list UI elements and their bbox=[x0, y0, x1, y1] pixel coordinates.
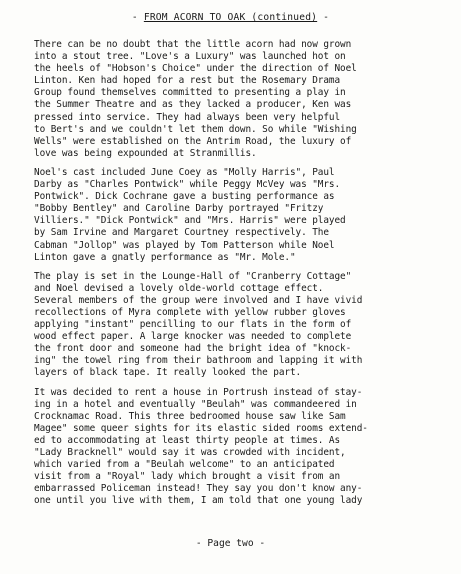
text-line: Pontwick". Dick Cochrane gave a busting performance as bbox=[34, 191, 335, 203]
text-line: There can be no doubt that the little acorn had now grown bbox=[34, 39, 352, 50]
text-line: Magee" some queer sights for its elastic sided rooms extend- bbox=[34, 422, 368, 434]
text-line: and Noel devised a lovely olde-world cottage effect. bbox=[34, 282, 324, 294]
text-line: embarrassed Policeman instead! They say you don't know any- bbox=[34, 483, 363, 495]
paragraph bbox=[34, 167, 454, 264]
text-line: "Lady Bracknell" would say it was crowded with incident, bbox=[34, 447, 346, 458]
text-line: one until you live with them, I am told that one young lady bbox=[34, 495, 363, 507]
text-line: the front door and someone had the bright idea of "knock- bbox=[34, 343, 352, 355]
page-number-footer: - Page two - bbox=[195, 538, 266, 549]
text-line: wood effect paper. A large knocker was needed to complete bbox=[34, 331, 352, 343]
paragraph bbox=[34, 39, 454, 160]
heading-prefix: - bbox=[131, 12, 144, 23]
text-line: Several members of the group were involved and I have vivid bbox=[34, 294, 363, 306]
text-line: It was decided to rent a house in Portrush instead of stay- bbox=[34, 386, 363, 398]
text-line: Group found themselves committed to presenting a play in bbox=[34, 87, 346, 99]
text-line: ing in a hotel and eventually "Beulah" was commandeered in bbox=[34, 398, 357, 410]
page-heading bbox=[0, 12, 461, 23]
text-line: pressed into service. They had always been very helpful bbox=[34, 111, 341, 123]
text-line: "Bobby Bentley" and Caroline Darby portrayed "Fritzy bbox=[34, 203, 324, 215]
text-line: love was being expounded at Stranmillis. bbox=[34, 147, 257, 159]
text-line: Darby as "Charles Pontwick" while Peggy McVey was "Mrs. bbox=[34, 179, 341, 191]
text-line: Noel's cast included June Coey as "Molly Harris", Paul bbox=[34, 166, 335, 178]
text-line: into a stout tree. "Love's a Luxury" was launched hot on bbox=[34, 51, 346, 63]
text-line: Crocknamac Road. This three bedroomed house saw like Sam bbox=[34, 410, 346, 422]
paragraph bbox=[34, 271, 454, 380]
text-line: to Bert's and we couldn't let them down. So while "Wishing bbox=[34, 123, 357, 135]
text-line: the heels of "Hobson's Choice" under the direction of Noel bbox=[34, 63, 357, 75]
text-line: layers of black tape. It really looked the part. bbox=[34, 367, 302, 379]
text-line: recollections of Myra complete with yellow rubber gloves bbox=[34, 306, 346, 318]
text-line: Villiers." "Dick Pontwick" and "Mrs. Harris" were played bbox=[34, 215, 346, 227]
text-line: applying "instant" pencilling to our flats in the form of bbox=[34, 319, 352, 331]
text-line: ing" the towel ring from their bathroom and lapping it with bbox=[34, 355, 363, 367]
body-text bbox=[34, 39, 454, 514]
heading-suffix: - bbox=[317, 12, 330, 23]
paragraph bbox=[34, 387, 454, 508]
text-line: the Summer Theatre and as they lacked a producer, Ken was bbox=[34, 99, 352, 111]
text-line: Wells" were established on the Antrim Road, the luxury of bbox=[34, 135, 352, 147]
text-line: by Sam Irvine and Margaret Courtney respectively. The bbox=[34, 227, 329, 239]
text-line: ed to accommodating at least thirty people at times. As bbox=[34, 434, 341, 446]
text-line: Linton. Ken had hoped for a rest but the Rosemary Drama bbox=[34, 75, 341, 87]
text-line: visit from a "Royal" lady which brought a visit from an bbox=[34, 471, 341, 483]
text-line: Cabman "Jollop" was played by Tom Patterson while Noel bbox=[34, 239, 335, 251]
text-line: The play is set in the Lounge-Hall of "Cranberry Cottage" bbox=[34, 270, 352, 282]
heading-title: FROM ACORN TO OAK (continued) bbox=[143, 12, 318, 23]
text-line: which varied from a "Beulah welcome" to an anticipated bbox=[34, 459, 335, 471]
text-line: Linton gave a gnatly performance as "Mr. Mole." bbox=[34, 251, 296, 263]
